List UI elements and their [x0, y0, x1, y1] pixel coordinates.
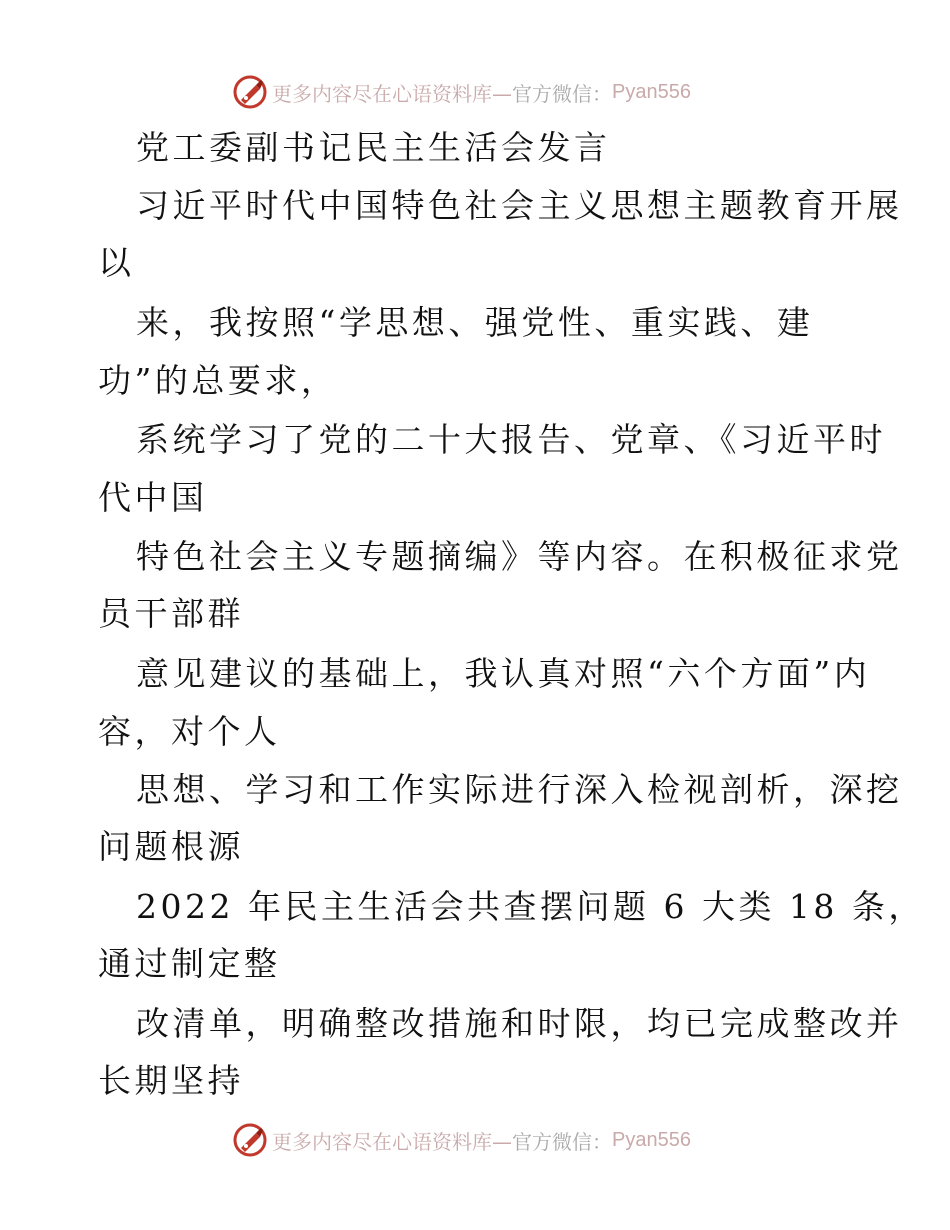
paragraph-line: 系统学习了党的二十大报告、党章、《习近平时 [136, 420, 886, 459]
paragraph-line: 长期坚持 [98, 1061, 244, 1100]
paragraph-line: 容，对个人 [98, 712, 281, 751]
paragraph-line: 2022 年民主生活会共查摆问题 6 大类 18 条， [136, 887, 925, 926]
watermark-wechat-label: 官方微信： [512, 81, 612, 106]
watermark-wechat-id: Pyan556 [612, 1128, 691, 1151]
document-title: 党工委副书记民主生活会发言 [136, 128, 611, 167]
watermark-text: 更多内容尽在心语资料库— [272, 1129, 512, 1154]
watermark-text: 更多内容尽在心语资料库— [272, 81, 512, 106]
paragraph-line: 员干部群 [98, 594, 244, 633]
paragraph-line: 习近平时代中国特色社会主义思想主题教育开展 [136, 186, 903, 225]
pen-nib-logo-icon [232, 74, 268, 110]
footer-watermark [232, 1120, 732, 1160]
paragraph-line: 问题根源 [98, 827, 244, 866]
paragraph-line: 以 [98, 243, 135, 282]
paragraph-line: 特色社会主义专题摘编》等内容。在积极征求党 [136, 537, 903, 576]
watermark-wechat-label: 官方微信： [512, 1129, 612, 1154]
paragraph-line: 功”的总要求， [98, 361, 338, 400]
paragraph-line: 思想、学习和工作实际进行深入检视剖析，深挖 [136, 770, 903, 809]
header-watermark [232, 72, 732, 112]
paragraph-line: 改清单，明确整改措施和时限，均已完成整改并 [136, 1004, 903, 1043]
paragraph-line: 代中国 [98, 478, 208, 517]
paragraph-line: 通过制定整 [98, 944, 281, 983]
pen-nib-logo-icon [232, 1122, 268, 1158]
watermark-wechat-id: Pyan556 [612, 80, 691, 103]
paragraph-line: 来，我按照“学思想、强党性、重实践、建 [136, 303, 814, 342]
paragraph-line: 意见建议的基础上，我认真对照“六个方面”内 [136, 654, 871, 693]
